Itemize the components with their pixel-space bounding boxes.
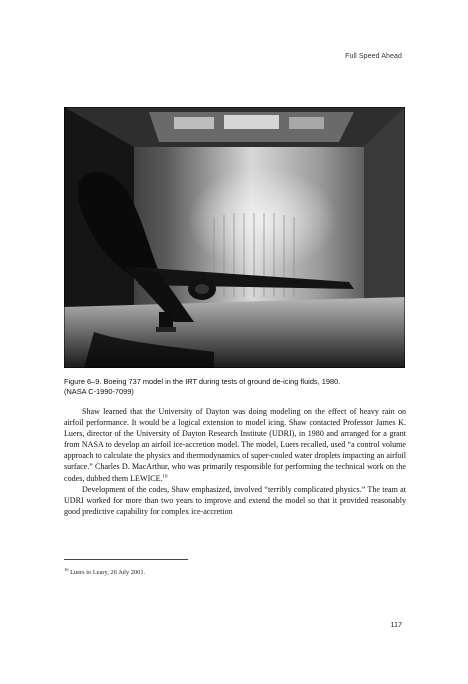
figure-caption: [64, 377, 409, 397]
paragraph: [64, 484, 406, 517]
caption-line: Figure 6–9. Boeing 737 model in the IRT during tests of ground de-icing fluids, 1980.: [64, 377, 341, 386]
paragraph: [64, 406, 406, 484]
footnote-divider: [64, 559, 188, 560]
footnote-number: 16: [64, 566, 69, 572]
paragraph-text: Shaw learned that the University of Dayton was doing modeling on the effect of heavy rain on airfoil performance. It would be a logical extension to model icing. Shaw contacted Professor James K. Luers, director of the University of Dayton Research Institute (UDRI), in 1980 and arranged for a grant from NASA to develop an airfoil ice-accretion model. The model, Luers recalled, used “a control volume approach to calculate the physics and thermodynamics of super-cooled water droplets impacting an airfoil surface.” Charles D. MacArthur, who was primarily responsible for performing the technical work on the codes, dubbed them LEWICE.: [64, 407, 406, 483]
figure-photo: [64, 107, 405, 368]
footnote-ref: 16: [162, 473, 168, 479]
body-text: [64, 406, 406, 517]
running-head: Full Speed Ahead: [345, 53, 402, 60]
footnote-text: Luers to Leary, 26 July 2001.: [70, 569, 146, 576]
paragraph-text: Development of the codes, Shaw emphasized, involved “terribly complicated physics.” The team at UDRI worked for more than two years to improve and extend the model so that it provided reasonably good predictive capability for complex ice-accretion: [64, 484, 406, 516]
footnote: [64, 566, 146, 576]
boeing-737-wind-tunnel-photo: [64, 107, 405, 368]
caption-credit: (NASA C-1990-7099): [64, 387, 134, 396]
page-number: 117: [390, 620, 402, 629]
